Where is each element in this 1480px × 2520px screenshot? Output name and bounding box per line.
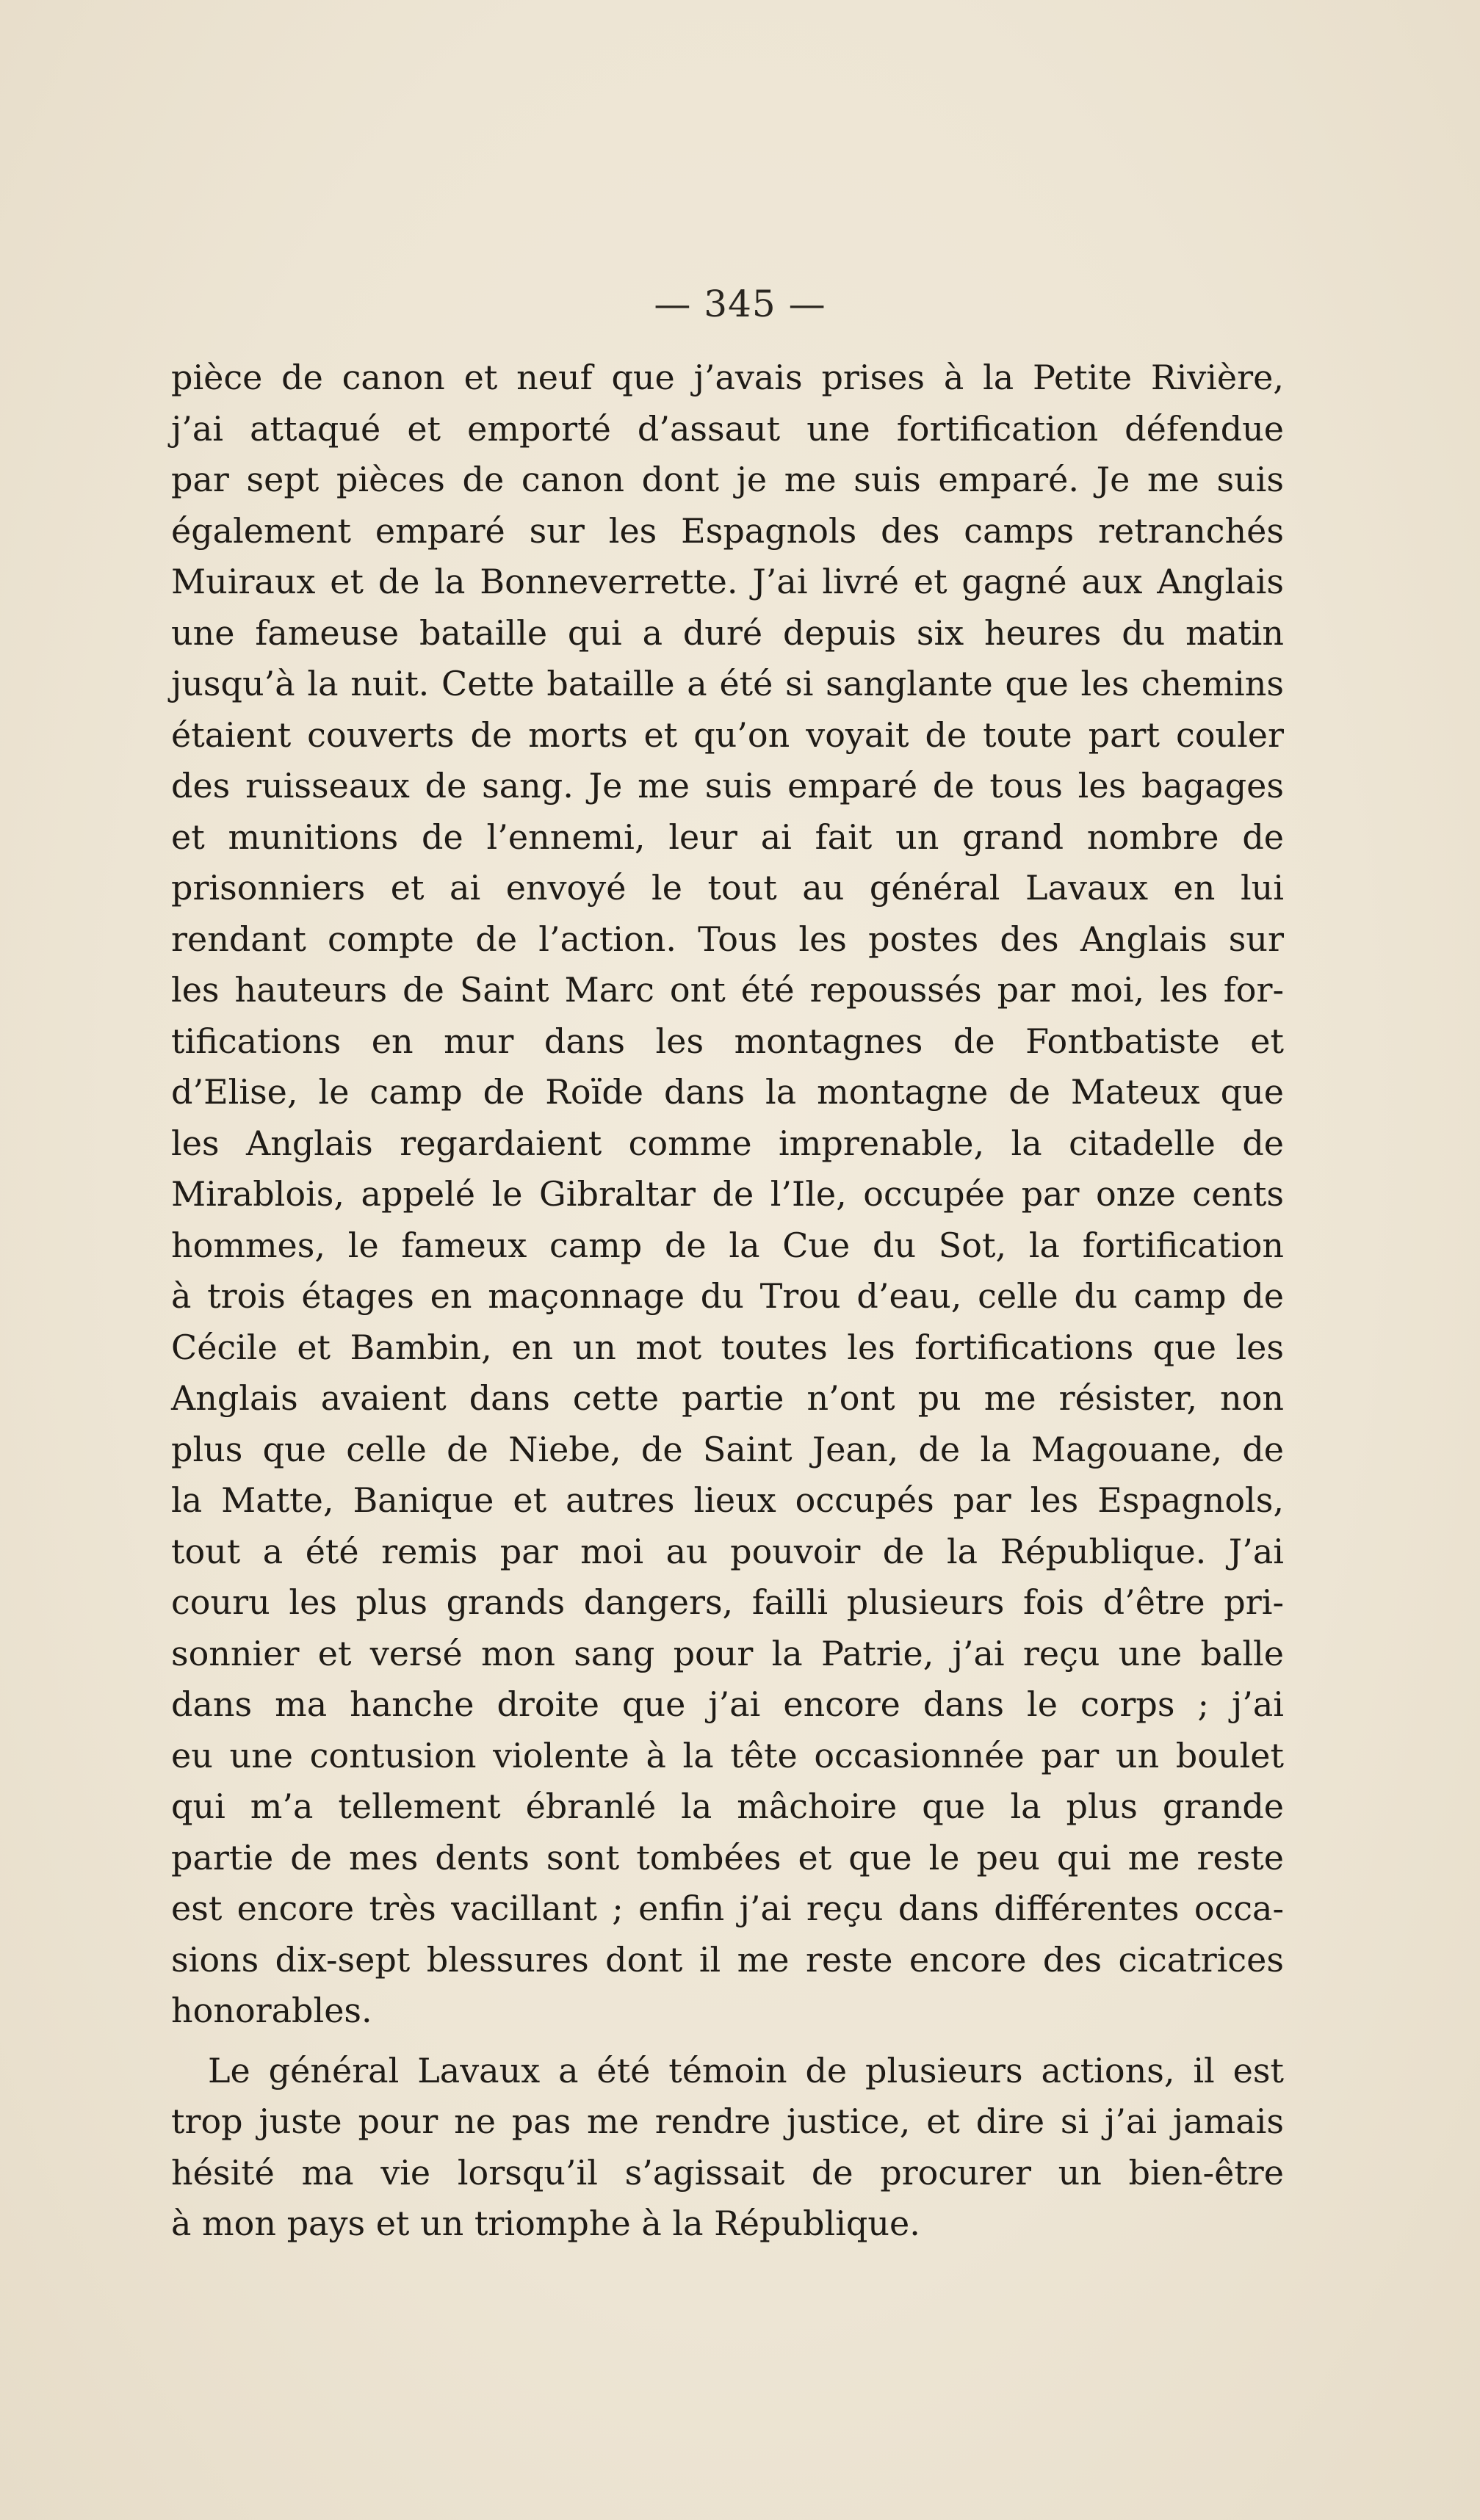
text-line: rendant compte de l’action. Tous les postes des Anglais sur (171, 919, 1284, 959)
text-line: une fameuse bataille qui a duré depuis six heures du matin (171, 612, 1284, 653)
text-line: jusqu’à la nuit. Cette bataille a été si sanglante que les chemins (171, 664, 1284, 703)
text-line: honorables. (171, 1991, 372, 2030)
text-line: hésité ma vie lorsqu’il s’agissait de procurer un bien-être (171, 2152, 1284, 2193)
text-line: couru les plus grands dangers, failli plusieurs fois d’être pri- (171, 1582, 1284, 1622)
text-line: partie de mes dents sont tombées et que le peu qui me reste (171, 1837, 1284, 1878)
page-number: — 345 — (654, 283, 826, 325)
paragraph-2 (171, 2046, 1284, 2250)
text-line: Muiraux et de la Bonneverrette. J’ai livré et gagné aux Anglais (171, 562, 1284, 601)
text-line: des ruisseaux de sang. Je me suis emparé de tous les bagages (171, 766, 1284, 805)
text-line: les Anglais regardaient comme imprenable, la citadelle de (171, 1123, 1284, 1163)
text-line: pièce de canon et neuf que j’avais prises à la Petite Rivière, (171, 358, 1284, 397)
text-line: à mon pays et un triomphe à la République. (171, 2204, 920, 2243)
text-line: Cécile et Bambin, en un mot toutes les fortifications que les (171, 1327, 1284, 1367)
text-line: Anglais avaient dans cette partie n’ont pu me résister, non (171, 1378, 1284, 1418)
text-line: étaient couverts de morts et qu’on voyait de toute part couler (171, 714, 1284, 755)
text-line: prisonniers et ai envoyé le tout au général Lavaux en lui (171, 868, 1284, 908)
text-line: la Matte, Banique et autres lieux occupés par les Espagnols, (171, 1480, 1284, 1520)
text-line: Mirablois, appelé le Gibraltar de l’Ile, occupée par onze cents (171, 1174, 1284, 1214)
text-line: plus que celle de Niebe, de Saint Jean, de la Magouane, de (171, 1429, 1284, 1469)
text-line: par sept pièces de canon dont je me suis emparé. Je me suis (171, 460, 1284, 499)
text-line: les hauteurs de Saint Marc ont été repoussés par moi, les for- (171, 970, 1284, 1010)
text-line: tout a été remis par moi au pouvoir de la République. J’ai (171, 1531, 1284, 1571)
body-text (171, 352, 1284, 2250)
text-line: Le général Lavaux a été témoin de plusieurs actions, il est (208, 2050, 1284, 2090)
text-line: qui m’a tellement ébranlé la mâchoire que la plus grande (171, 1786, 1284, 1826)
text-line: trop juste pour ne pas me rendre justice, et dire si j’ai jamais (171, 2101, 1284, 2141)
text-line: sonnier et versé mon sang pour la Patrie, j’ai reçu une balle (171, 1633, 1284, 1673)
text-line: d’Elise, le camp de Roïde dans la montagne de Mateux que (171, 1072, 1284, 1112)
text-line: et munitions de l’ennemi, leur ai fait un grand nombre de (171, 817, 1284, 857)
text-line: hommes, le fameux camp de la Cue du Sot, la fortification (171, 1225, 1284, 1265)
text-line: j’ai attaqué et emporté d’assaut une fortification défendue (171, 408, 1284, 449)
text-line: est encore très vacillant ; enfin j’ai reçu dans différentes occa- (171, 1889, 1284, 1928)
text-line: sions dix-sept blessures dont il me reste encore des cicatrices (171, 1939, 1284, 1980)
text-line: dans ma hanche droite que j’ai encore dans le corps ; j’ai (171, 1684, 1284, 1724)
paragraph-gap (171, 2037, 1284, 2046)
text-line: tifications en mur dans les montagnes de Fontbatiste et (171, 1021, 1284, 1061)
text-line: à trois étages en maçonnage du Trou d’eau, celle du camp de (171, 1276, 1284, 1316)
text-line: eu une contusion violente à la tête occasionnée par un boulet (171, 1735, 1284, 1775)
paragraph-1 (171, 352, 1284, 2037)
text-line: également emparé sur les Espagnols des camps retranchés (171, 510, 1284, 551)
